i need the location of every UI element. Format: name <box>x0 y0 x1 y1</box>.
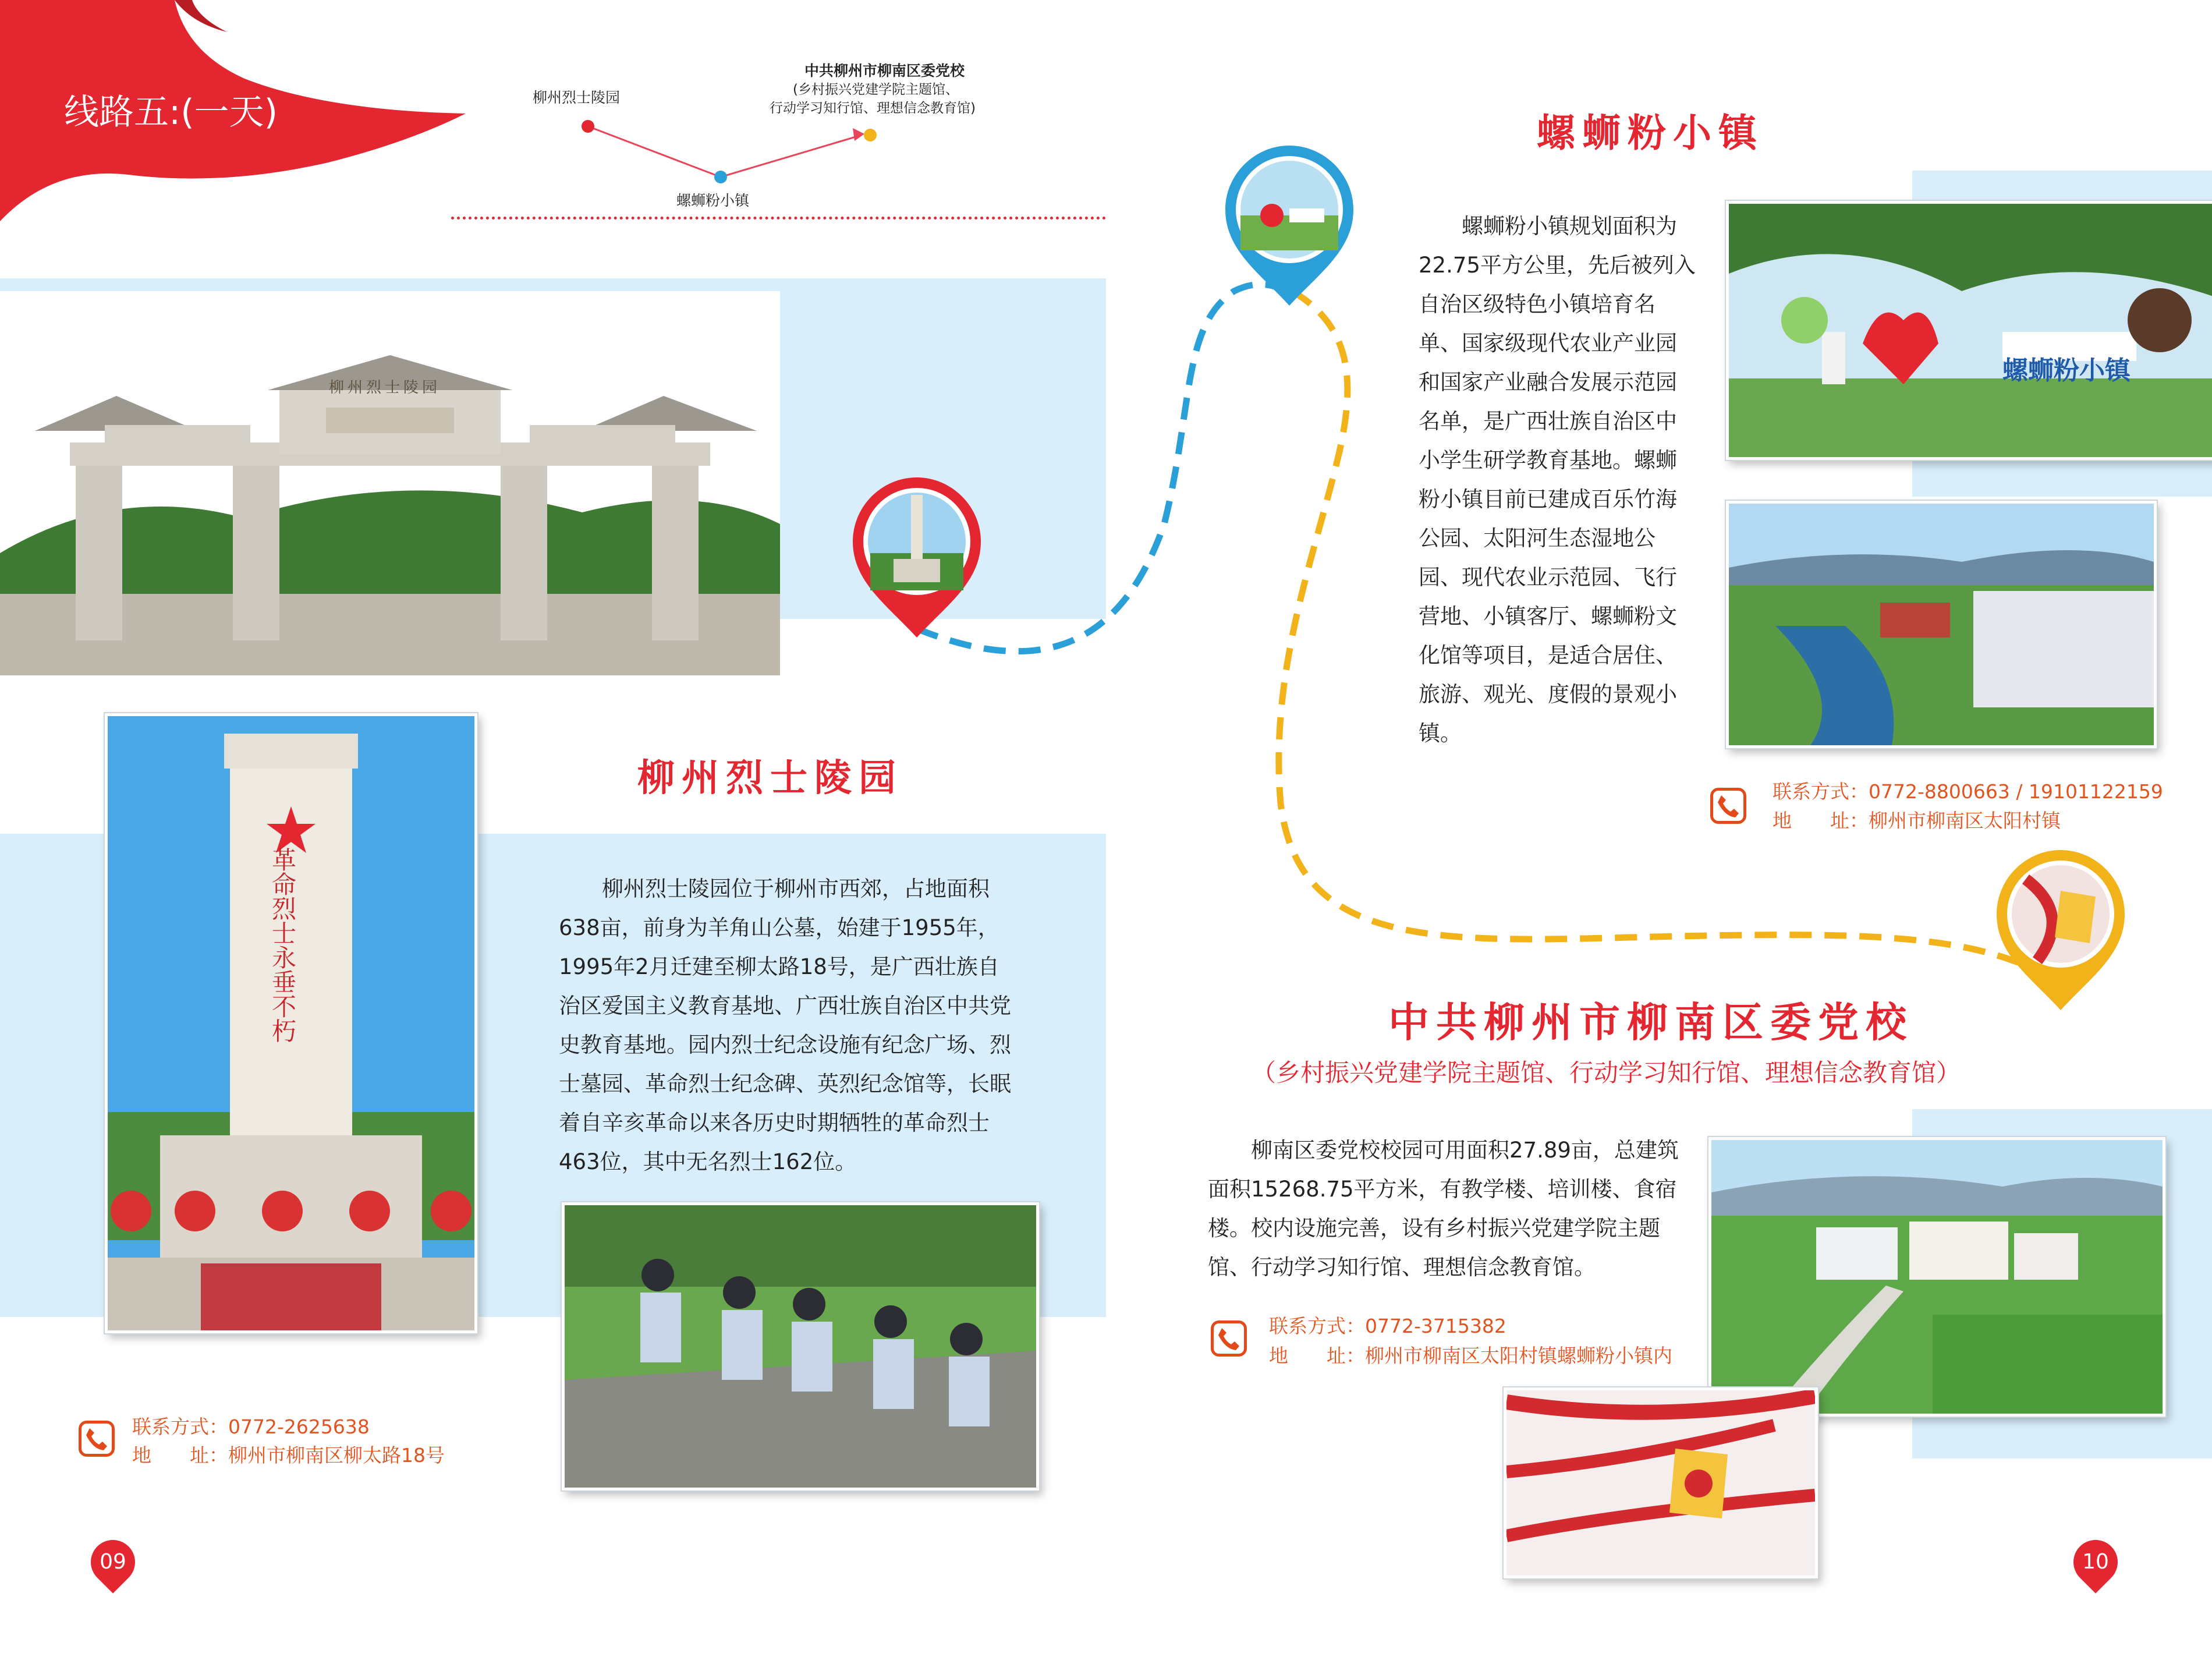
party-school-phone-icon <box>1211 1320 1247 1357</box>
cemetery-paragraph: 柳州烈士陵园位于柳州市西郊，占地面积638亩，前身为羊角山公墓，始建于1955年，1995年2月迁建至柳太路18号，是广西壮族自治区爱国主义教育基地、广西壮族自治区中共党史教育基地。园内烈士纪念设施有纪念广场、烈士墓园、革命烈士纪念碑、英烈纪念馆等，长眠着自辛亥革命以来各历史时期牺牲的革命烈士463位，其中无名烈士162位。 <box>559 876 1011 1174</box>
snail-town-phone-icon <box>1710 788 1746 824</box>
snail-town-pin-icon <box>1220 140 1359 309</box>
party-school-paragraph: 柳南区委党校校园可用面积27.89亩，总建筑面积15268.75平方米，有教学楼、培训楼、食宿楼。校内设施完善，设有乡村振兴党建学院主题馆、行动学习知行馆、理想信念教育馆。 <box>1208 1138 1679 1280</box>
gate-plaque-text: 柳州烈士陵园 <box>329 379 441 396</box>
party-school-hall-photo <box>1504 1387 1818 1578</box>
party-school-subheading: （乡村振兴党建学院主题馆、行动学习知行馆、理想信念教育馆） <box>1252 1058 1961 1087</box>
route-stop-3-sub2: 行动学习知行馆、理想信念教育馆) <box>770 101 976 116</box>
page-number-left: 09 <box>81 1531 144 1593</box>
cemetery-phone-icon <box>79 1421 115 1457</box>
snail-town-sign-photo <box>1726 201 2212 460</box>
route-title: 线路五:(一天) <box>64 92 278 133</box>
route-stop-2: 螺蛳粉小镇 <box>676 192 750 209</box>
snail-town-sign-text: 螺蛳粉小镇 <box>2002 356 2131 385</box>
party-school-heading: 中共柳州市柳南区委党校 <box>1388 999 1913 1046</box>
snail-town-aerial-photo <box>1726 501 2157 748</box>
snail-town-heading: 螺蛳粉小镇 <box>1537 111 1764 155</box>
snail-town-paragraph: 螺蛳粉小镇规划面积为22.75平方公里，先后被列入自治区级特色小镇培育名单、国家级现代农业产业园和国家产业融合发展示范园名单，是广西壮族自治区中小学生研学教育基地。螺蛳粉小镇目前已建成百乐竹海公园、太阳河生态湿地公园、现代农业示范园、飞行营地、小镇客厅、螺蛳粉文化馆等项目，是适合居住、旅游、观光、度假的景观小镇。 <box>1419 214 1696 746</box>
cemetery-address: 地 址：柳州市柳南区柳太路18号 <box>132 1444 445 1467</box>
cemetery-gate-photo <box>0 291 780 675</box>
party-school-pin-icon <box>1991 844 2131 1013</box>
cemetery-pin-icon <box>847 472 987 640</box>
cemetery-heading: 柳州烈士陵园 <box>637 757 903 800</box>
cemetery-contact: 联系方式：0772-2625638 <box>132 1415 370 1438</box>
party-school-address: 地 址：柳州市柳南区太阳村镇螺蛳粉小镇内 <box>1269 1344 1672 1367</box>
route-stop-3: 中共柳州市柳南区委党校 <box>804 62 965 79</box>
snail-town-address: 地 址：柳州市柳南区太阳村镇 <box>1773 809 2061 832</box>
party-school-aerial-photo <box>1708 1137 2165 1417</box>
snail-town-contact: 联系方式：0772-8800663 / 19101122159 <box>1773 780 2163 803</box>
monument-inscription: 革命烈士永垂不朽 <box>268 847 297 1043</box>
police-tribute-photo <box>562 1202 1039 1490</box>
route-stop-1: 柳州烈士陵园 <box>533 89 621 106</box>
party-school-contact: 联系方式：0772-3715382 <box>1269 1315 1506 1337</box>
page-number-right: 10 <box>2064 1531 2126 1593</box>
route-stop-3-sub1: (乡村振兴党建学院主题馆、 <box>793 82 959 97</box>
